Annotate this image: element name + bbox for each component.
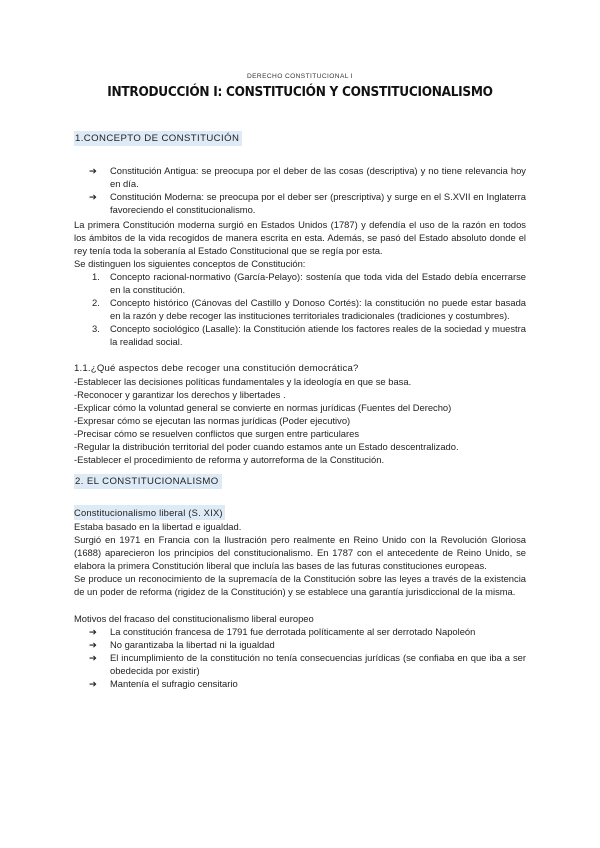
list-item-text: El incumplimiento de la constitución no tenía consecuencias jurídicas (se confiaba en que iba a ser obedecida por existir): [110, 652, 526, 676]
list-item: [74, 677, 526, 690]
list-item: -Regular la distribución territorial del poder cuando estamos ante un Estado descentralizado.: [74, 441, 459, 452]
list-item-text: Concepto histórico (Cánovas del Castillo y Donoso Cortés): la constitución no puede estar basada en la razón y debe recoger las instituciones territoriales tradicionales (tradiciones y costumbres).: [110, 297, 526, 321]
spacer: [74, 598, 526, 612]
document-page: [74, 70, 526, 692]
list-item: -Precisar cómo se resuelven conflictos que surgen entre particulares: [74, 428, 360, 439]
democratic-aspects-list: [74, 375, 526, 466]
list-item: [74, 322, 526, 348]
list-item-text: Concepto sociológico (Lasalle): la Constitución atiende los factores reales de la sociedad y muestra la realidad social.: [110, 323, 526, 347]
arrow-icon: ➔: [89, 626, 97, 637]
concepts-list: [74, 270, 526, 348]
page-title: INTRODUCCIÓN I: CONSTITUCIÓN Y CONSTITUCIONALISMO: [107, 85, 493, 100]
list-number: 2.: [92, 297, 100, 308]
paragraph: Estaba basado en la libertad e igualdad.: [74, 521, 242, 532]
list-item: -Expresar cómo se ejecutan las normas jurídicas (Poder ejecutivo): [74, 415, 351, 426]
arrow-icon: ➔: [89, 191, 97, 202]
constitution-types-list: [74, 164, 526, 216]
course-subject: DERECHO CONSTITUCIONAL I: [246, 73, 354, 80]
list-item-text: La constitución francesa de 1791 fue derrotada políticamente al ser derrotado Napoleón: [110, 626, 476, 637]
list-item: [74, 164, 526, 190]
list-item: [74, 638, 526, 651]
section-1-heading-wrap: [74, 131, 526, 146]
section-1-heading: 1.CONCEPTO DE CONSTITUCIÓN: [74, 131, 242, 146]
list-item-text: Constitución Antigua: se preocupa por el deber de las cosas (descriptiva) y no tiene relevancia hoy en día.: [110, 165, 526, 189]
subheading-wrap: [74, 505, 526, 520]
list-item: -Reconocer y garantizar los derechos y libertades .: [74, 389, 286, 400]
list-item: [74, 651, 526, 677]
arrow-icon: ➔: [89, 678, 97, 689]
list-item: [74, 625, 526, 638]
spacer: [74, 348, 526, 362]
liberal-constitutionalism-heading: Constitucionalismo liberal (S. XIX): [74, 507, 223, 518]
failure-heading: Motivos del fracaso del constitucionalismo liberal europeo: [74, 613, 314, 624]
list-item-text: No garantizaba la libertad ni la igualdad: [110, 639, 275, 650]
list-item: -Establecer el procedimiento de reforma y autorreforma de la Constitución.: [74, 454, 385, 465]
list-number: 1.: [92, 271, 100, 282]
list-item: [74, 270, 526, 296]
list-item-text: Concepto racional-normativo (García-Pelayo): sostenía que toda vida del Estado debía encerrarse en la constitución.: [110, 271, 526, 295]
section-2-heading-wrap: [74, 474, 526, 489]
list-number: 3.: [92, 323, 100, 334]
list-item: -Explicar cómo la voluntad general se convierte en normas jurídicas (Fuentes del Derecho): [74, 402, 452, 413]
section-2-heading: 2. EL CONSTITUCIONALISMO: [74, 474, 222, 489]
list-item: [74, 296, 526, 322]
section-1-1-heading: 1.1.¿Qué aspectos debe recoger una constitución democrática?: [74, 363, 359, 374]
list-item: [74, 190, 526, 216]
list-item: -Establecer las decisiones políticas fundamentales y la ideología en que se basa.: [74, 376, 412, 387]
arrow-icon: ➔: [89, 165, 97, 176]
modern-constitution-paragraph: La primera Constitución moderna surgió en Estados Unidos (1787) y defendía el uso de la razón en todos los ámbitos de la vida recogidos de manera escrita en esta. Además, se pasó del Estado absoluto donde el rey tenía toda la soberanía al Estado Constitucional que se regía por esta.: [74, 219, 526, 256]
paragraph: Surgió en 1971 en Francia con la Ilustración pero realmente en Reino Unido con la Revolución Gloriosa (1688) aparecieron los principios del constitucionalismo. En 1787 con el antecedente de Reino Unido, se elabora la primera Constitución liberal que incluía las bases de las futuras constituciones europeas.: [74, 534, 526, 571]
paragraph: Se produce un reconocimiento de la supremacía de la Constitución sobre las leyes a través de la existencia de un poder de reforma (rigidez de la Constitución) y se establece una garantía jurisdiccional de la misma.: [74, 573, 526, 597]
concepts-intro: Se distinguen los siguientes conceptos de Constitución:: [74, 258, 306, 269]
arrow-icon: ➔: [89, 639, 97, 650]
list-item-text: Mantenía el sufragio censitario: [110, 678, 238, 689]
arrow-icon: ➔: [89, 652, 97, 663]
list-item-text: Constitución Moderna: se preocupa por el deber ser (prescriptiva) y surge en el S.XVII en Inglaterra favoreciendo el constitucionalismo.: [110, 191, 526, 215]
failure-reasons-list: [74, 625, 526, 690]
